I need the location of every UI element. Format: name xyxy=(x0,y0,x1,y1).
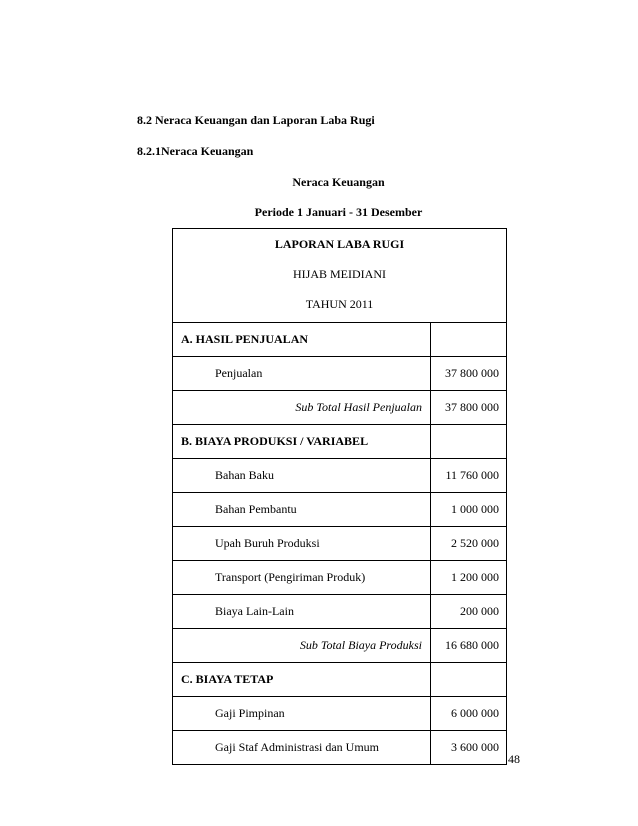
table-header xyxy=(173,229,506,323)
row-value: 6 000 000 xyxy=(451,706,499,720)
table-row xyxy=(173,323,506,357)
table-row xyxy=(173,425,506,459)
document-period: Periode 1 Januari - 31 Desember xyxy=(254,205,423,219)
row-label: Gaji Staf Administrasi dan Umum xyxy=(215,740,379,754)
row-label: Gaji Pimpinan xyxy=(215,706,285,720)
subtotal-value: 16 680 000 xyxy=(445,638,499,652)
table-row xyxy=(173,493,506,527)
row-value: 1 200 000 xyxy=(451,570,499,584)
row-label: Biaya Lain-Lain xyxy=(215,604,294,618)
document-title: Neraca Keuangan xyxy=(292,175,385,189)
report-company: HIJAB MEIDIANI xyxy=(293,267,386,281)
row-label: Upah Buruh Produksi xyxy=(215,536,320,550)
row-value: 1 000 000 xyxy=(451,502,499,516)
row-label: Bahan Baku xyxy=(215,468,274,482)
row-value: 200 000 xyxy=(460,604,499,618)
section-b-label: B. BIAYA PRODUKSI / VARIABEL xyxy=(181,434,369,448)
row-value: 3 600 000 xyxy=(451,740,499,754)
table-row xyxy=(173,629,506,663)
page-number: 48 xyxy=(508,752,520,766)
subsection-heading: 8.2.1Neraca Keuangan xyxy=(137,144,254,158)
subtotal-label: Sub Total Hasil Penjualan xyxy=(295,400,422,414)
row-value: 11 760 000 xyxy=(445,468,499,482)
table-row xyxy=(173,697,506,731)
table-row xyxy=(173,731,506,764)
section-a-label: A. HASIL PENJUALAN xyxy=(181,332,309,346)
table-row xyxy=(173,595,506,629)
table-row xyxy=(173,357,506,391)
subtotal-label: Sub Total Biaya Produksi xyxy=(299,638,422,652)
report-year: TAHUN 2011 xyxy=(305,297,374,311)
subtotal-value: 37 800 000 xyxy=(445,400,499,414)
row-label: Penjualan xyxy=(215,366,263,380)
report-title: LAPORAN LABA RUGI xyxy=(274,237,405,251)
row-value: 37 800 000 xyxy=(445,366,499,380)
table-row xyxy=(173,561,506,595)
table-row xyxy=(173,459,506,493)
income-statement-table xyxy=(172,228,507,765)
row-value: 2 520 000 xyxy=(451,536,499,550)
table-row xyxy=(173,663,506,697)
section-heading: 8.2 Neraca Keuangan dan Laporan Laba Rugi xyxy=(137,113,375,127)
row-label: Transport (Pengiriman Produk) xyxy=(215,570,366,584)
table-row xyxy=(173,391,506,425)
section-c-label: C. BIAYA TETAP xyxy=(181,672,274,686)
table-row xyxy=(173,527,506,561)
row-label: Bahan Pembantu xyxy=(215,502,297,516)
